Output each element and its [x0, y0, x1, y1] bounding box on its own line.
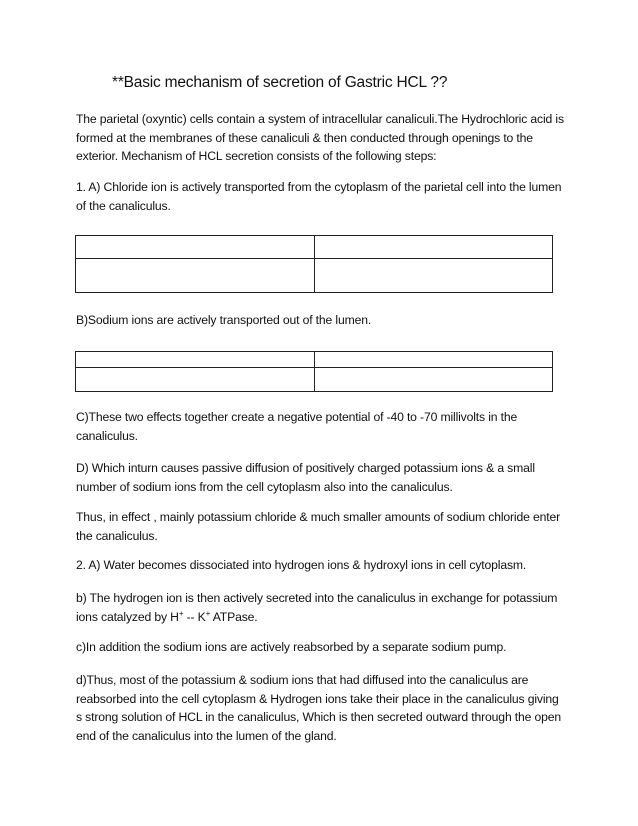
table-cell — [315, 352, 553, 368]
thus-paragraph: Thus, in effect , mainly potassium chloride & much smaller amounts of sodium chloride enter the canaliculus. — [76, 510, 561, 543]
step-2a-paragraph: 2. A) Water becomes dissociated into hydrogen ions & hydroxyl ions in cell cytoplasm. — [76, 558, 527, 572]
step-1c-paragraph: C)These two effects together create a negative potential of -40 to -70 millivolts in the canaliculus. — [76, 410, 518, 443]
step-2c-paragraph: c)In addition the sodium ions are actively reabsorbed by a separate sodium pump. — [76, 640, 507, 654]
step-2d-paragraph: d)Thus, most of the potassium & sodium ions that had diffused into the canaliculus are reabsorbed into the cell cytoplasm & Hydrogen ions take their place in the canaliculus giving s strong solution of HCL in the canaliculus, Which is then secreted outward through the open end of the canaliculus into the lumen of the gland. — [76, 673, 562, 743]
table-cell — [76, 368, 315, 392]
table-cell — [76, 259, 315, 293]
step-1d-paragraph: D) Which inturn causes passive diffusion of positively charged potassium ions & a small number of sodium ions from the cell cytoplasm also into the canaliculus. — [76, 461, 535, 494]
intro-paragraph: The parietal (oxyntic) cells contain a system of intracellular canaliculi.The Hydrochloric acid is formed at the membranes of these canaliculi & then conducted through openings to the exterior. Mechanism of HCL secretion consists of the following steps: — [76, 112, 564, 163]
page-title: **Basic mechanism of secretion of Gastric HCL ?? — [112, 74, 448, 91]
table-cell — [315, 368, 553, 392]
step-1b-paragraph: B)Sodium ions are actively transported out of the lumen. — [76, 313, 372, 327]
table-cell — [315, 236, 553, 259]
table-cell — [76, 352, 315, 368]
step-1a-paragraph: 1. A) Chloride ion is actively transported from the cytoplasm of the parietal cell into the lumen of the canaliculus. — [76, 180, 562, 213]
blank-table-1 — [75, 235, 553, 293]
table-cell — [76, 236, 315, 259]
step-2b-paragraph: b) The hydrogen ion is then actively secreted into the canaliculus in exchange for potassium ions catalyzed by H+ -- K+ ATPase. — [76, 591, 558, 624]
blank-table-2 — [75, 351, 553, 392]
table-cell — [315, 259, 553, 293]
